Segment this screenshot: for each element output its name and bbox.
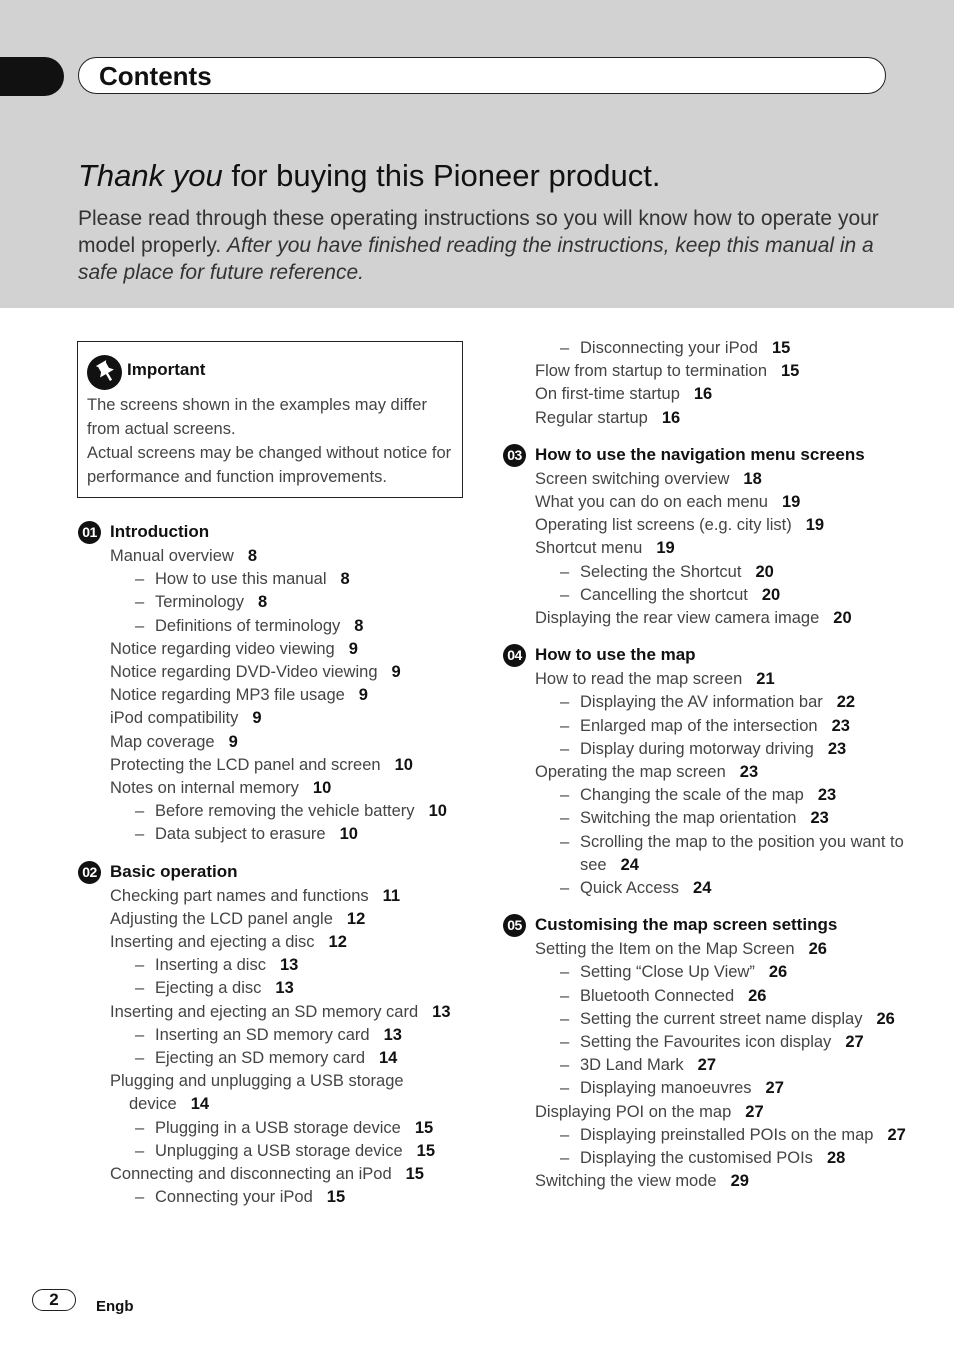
toc-entry-text: Map coverage — [110, 732, 215, 751]
toc-entry-text: iPod compatibility — [110, 709, 239, 728]
toc-page-number: 20 — [833, 609, 852, 628]
toc-entry[interactable] — [503, 784, 923, 807]
toc-entry[interactable] — [78, 800, 478, 823]
toc-dash: – — [135, 1049, 145, 1068]
toc-entry-text: Operating list screens (e.g. city list) — [535, 516, 792, 535]
toc-page-number: 9 — [348, 639, 358, 658]
toc-list — [78, 885, 478, 1210]
toc-entry[interactable] — [503, 468, 923, 491]
toc-section — [503, 915, 923, 1193]
toc-entry-text: Setting the current street name display — [580, 1009, 863, 1028]
section-number-badge: 03 — [503, 444, 526, 467]
toc-dash: – — [560, 716, 570, 735]
toc-page-number: 15 — [414, 1118, 434, 1137]
toc-dash: – — [135, 1118, 145, 1137]
toc-entry-text: Setting the Item on the Map Screen — [535, 940, 795, 959]
toc-entry[interactable] — [503, 691, 923, 714]
toc-dash: – — [560, 562, 570, 581]
toc-entry[interactable] — [78, 1163, 478, 1186]
toc-entry-text: Quick Access — [580, 879, 680, 898]
important-title: Important — [127, 360, 206, 379]
toc-entry[interactable] — [503, 1031, 923, 1054]
page-number-badge: 2 — [32, 1289, 76, 1311]
toc-entry-text: Unplugging a USB storage device — [155, 1141, 403, 1160]
toc-page-number: 8 — [340, 570, 350, 589]
toc-entry[interactable] — [78, 977, 478, 1000]
toc-entry[interactable] — [78, 754, 478, 777]
intro-paragraph — [78, 205, 898, 286]
toc-page-number: 24 — [620, 855, 639, 874]
toc-entry-text: Inserting an SD memory card — [155, 1025, 370, 1044]
toc-entry-text: Changing the scale of the map — [580, 786, 804, 805]
important-notice-box — [77, 341, 463, 498]
toc-page-number: 10 — [312, 779, 332, 798]
toc-page-number: 10 — [394, 755, 413, 774]
toc-page-number: 9 — [391, 663, 401, 682]
toc-entry[interactable] — [503, 761, 923, 784]
toc-section — [78, 522, 478, 847]
section-title: Basic operation — [110, 861, 238, 881]
toc-list — [503, 468, 923, 630]
toc-entry[interactable] — [78, 568, 478, 591]
toc-page-number: 15 — [326, 1188, 346, 1207]
section-title: Customising the map screen settings — [535, 915, 838, 935]
toc-page-number: 26 — [748, 986, 767, 1005]
toc-entry[interactable] — [503, 491, 923, 514]
toc-entry[interactable] — [78, 707, 478, 730]
toc-dash: – — [560, 1009, 570, 1028]
toc-entry-text: Data subject to erasure — [155, 825, 326, 844]
toc-list — [503, 938, 923, 1193]
toc-dash: – — [560, 986, 570, 1005]
toc-entry-text: Notes on internal memory — [110, 779, 299, 798]
toc-entry-text: Flow from startup to termination — [535, 362, 767, 381]
toc-entry[interactable] — [78, 1070, 478, 1116]
contents-bar — [78, 57, 886, 94]
toc-entry[interactable] — [78, 684, 478, 707]
toc-page-number: 22 — [836, 693, 856, 712]
toc-page-number: 23 — [827, 739, 847, 758]
section-spacer — [503, 900, 923, 915]
toc-page-number: 20 — [755, 562, 774, 581]
section-heading[interactable] — [78, 862, 478, 885]
section-number-badge: 05 — [503, 914, 526, 937]
toc-entry-text: Switching the view mode — [535, 1172, 717, 1191]
section-heading[interactable] — [503, 645, 923, 668]
toc-entry-text: 3D Land Mark — [580, 1056, 684, 1075]
toc-entry[interactable] — [503, 1054, 923, 1077]
toc-entry-text: Connecting your iPod — [155, 1188, 313, 1207]
toc-page-number: 23 — [739, 763, 759, 782]
toc-entry[interactable] — [78, 731, 478, 754]
toc-entry-text: Inserting and ejecting a disc — [110, 933, 315, 952]
toc-page-number: 27 — [887, 1125, 906, 1144]
toc-page-number: 15 — [405, 1165, 424, 1184]
toc-page-number: 16 — [661, 408, 681, 427]
toc-entry[interactable] — [503, 1147, 923, 1170]
toc-entry-text: Notice regarding MP3 file usage — [110, 686, 345, 705]
toc-page-number: 12 — [346, 909, 366, 928]
toc-page-number: 15 — [416, 1141, 436, 1160]
toc-entry[interactable] — [78, 661, 478, 684]
toc-entry[interactable] — [503, 337, 923, 360]
toc-page-number: 23 — [831, 716, 850, 735]
toc-entry[interactable] — [503, 715, 923, 738]
toc-entry[interactable] — [503, 1124, 923, 1147]
toc-entry-text: Operating the map screen — [535, 763, 726, 782]
toc-page-number: 9 — [252, 709, 262, 728]
toc-entry-text: How to use this manual — [155, 570, 327, 589]
toc-page-number: 8 — [247, 547, 257, 565]
toc-entry-text: Displaying the rear view camera image — [535, 609, 820, 628]
toc-page-number: 19 — [781, 493, 801, 512]
toc-page-number: 12 — [328, 933, 347, 952]
toc-dash: – — [135, 802, 145, 821]
toc-page-number: 15 — [781, 362, 800, 381]
section-spacer — [78, 1209, 478, 1224]
toc-entry-text: What you can do on each menu — [535, 493, 768, 512]
toc-entry[interactable] — [78, 638, 478, 661]
toc-dash: – — [560, 1056, 570, 1075]
toc-entry[interactable] — [503, 360, 923, 383]
toc-entry-text: Setting “Close Up View” — [580, 963, 755, 982]
toc-entry-text: Displaying manoeuvres — [580, 1079, 752, 1098]
toc-entry[interactable] — [503, 985, 923, 1008]
important-line: Actual screens may be changed without notice for performance and function improvements. — [87, 444, 452, 486]
toc-dash: – — [560, 1079, 570, 1098]
toc-page-number: 16 — [693, 385, 713, 404]
toc-right-column — [503, 337, 923, 1209]
toc-page-number: 14 — [379, 1049, 398, 1068]
toc-page-number: 10 — [339, 825, 358, 844]
toc-entry[interactable] — [503, 831, 923, 877]
section-spacer — [78, 847, 478, 862]
toc-page-number: 9 — [358, 686, 368, 705]
toc-page-number: 18 — [743, 469, 762, 488]
toc-dash: – — [560, 963, 570, 982]
toc-entry[interactable] — [503, 938, 923, 961]
toc-entry-text: Before removing the vehicle battery — [155, 802, 415, 821]
toc-dash: – — [560, 1125, 570, 1144]
toc-entry[interactable] — [78, 1024, 478, 1047]
toc-dash: – — [135, 616, 145, 635]
toc-entry-text: Adjusting the LCD panel angle — [110, 909, 333, 928]
toc-entry[interactable] — [78, 1186, 478, 1209]
contents-title: Contents — [99, 61, 212, 91]
toc-entry[interactable] — [503, 1077, 923, 1100]
toc-entry[interactable] — [78, 908, 478, 931]
important-text — [87, 393, 459, 489]
section-number-badge: 01 — [78, 521, 101, 544]
section-title: How to use the map — [535, 645, 696, 665]
toc-entry[interactable] — [503, 961, 923, 984]
toc-entry-text: Plugging and unplugging a USB storage device — [110, 1072, 404, 1114]
toc-page-number: 10 — [428, 802, 447, 821]
toc-dash: – — [560, 879, 570, 898]
heading-italic: Thank you — [78, 158, 223, 193]
toc-dash: – — [135, 593, 145, 612]
toc-entry-text: Plugging in a USB storage device — [155, 1118, 401, 1137]
important-pin-icon — [87, 355, 122, 390]
toc-entry-text: Screen switching overview — [535, 469, 730, 488]
toc-entry-text: Displaying preinstalled POIs on the map — [580, 1125, 874, 1144]
toc-entry[interactable] — [503, 514, 923, 537]
toc-dash: – — [560, 1033, 570, 1052]
toc-entry-text: Terminology — [155, 593, 244, 612]
toc-page-number: 27 — [745, 1102, 764, 1121]
section-number-badge: 02 — [78, 861, 101, 884]
toc-entry-text: On first-time startup — [535, 385, 680, 404]
toc-entry-text: Checking part names and functions — [110, 886, 369, 905]
toc-entry-text: How to read the map screen — [535, 670, 743, 689]
toc-page-number: 13 — [279, 956, 299, 975]
toc-entry-text: Displaying the AV information bar — [580, 693, 823, 712]
toc-entry-text: Ejecting an SD memory card — [155, 1049, 365, 1068]
toc-page-number: 24 — [693, 879, 712, 898]
language-code: Engb — [96, 1298, 134, 1315]
toc-entry-text: Inserting a disc — [155, 956, 266, 975]
section-number-badge: 04 — [503, 644, 526, 667]
toc-page-number: 14 — [190, 1095, 210, 1114]
section-heading[interactable] — [503, 445, 923, 468]
toc-left-column — [78, 522, 478, 1224]
toc-section — [503, 445, 923, 630]
toc-page-number: 20 — [761, 585, 781, 604]
toc-entry[interactable] — [503, 1170, 923, 1193]
toc-entry[interactable] — [78, 931, 478, 954]
toc-entry-text: Scrolling the map to the position you want to see — [580, 832, 904, 874]
toc-page-number: 27 — [697, 1056, 716, 1075]
toc-page-number: 15 — [771, 339, 791, 357]
toc-page-number: 27 — [845, 1033, 864, 1052]
toc-entry[interactable] — [503, 584, 923, 607]
toc-page-number: 21 — [756, 670, 775, 689]
toc-entry-text: Definitions of terminology — [155, 616, 341, 635]
toc-dash: – — [135, 1141, 145, 1160]
toc-entry-text: Setting the Favourites icon display — [580, 1033, 832, 1052]
toc-entry-text: Notice regarding DVD-Video viewing — [110, 663, 378, 682]
toc-entry[interactable] — [503, 407, 923, 430]
toc-page-number: 11 — [382, 886, 401, 905]
toc-entry[interactable] — [78, 954, 478, 977]
toc-entry[interactable] — [503, 877, 923, 900]
section-spacer — [503, 630, 923, 645]
toc-dash: – — [560, 585, 570, 604]
toc-entry[interactable] — [503, 738, 923, 761]
page-heading — [78, 158, 660, 194]
toc-dash: – — [135, 956, 145, 975]
section-tab-marker — [0, 57, 64, 96]
toc-dash: – — [560, 1149, 570, 1168]
toc-dash: – — [135, 570, 145, 589]
toc-section — [503, 337, 923, 430]
section-spacer — [503, 1194, 923, 1209]
toc-entry-text: Manual overview — [110, 547, 234, 565]
toc-entry[interactable] — [78, 1001, 478, 1024]
toc-list — [503, 668, 923, 900]
toc-dash: – — [560, 809, 570, 828]
toc-dash: – — [560, 832, 570, 851]
toc-entry[interactable] — [503, 607, 923, 630]
toc-dash: – — [560, 339, 570, 357]
toc-entry[interactable] — [78, 823, 478, 846]
toc-page-number: 13 — [383, 1025, 402, 1044]
toc-page-number: 26 — [808, 940, 827, 959]
section-heading[interactable] — [78, 522, 478, 545]
toc-page-number: 28 — [826, 1149, 846, 1168]
toc-entry-text: Displaying POI on the map — [535, 1102, 732, 1121]
toc-dash: – — [135, 825, 145, 844]
toc-dash: – — [560, 786, 570, 805]
toc-page-number: 29 — [730, 1172, 749, 1191]
toc-entry-text: Ejecting a disc — [155, 979, 262, 998]
toc-list — [78, 545, 478, 847]
toc-entry-text: Disconnecting your iPod — [580, 339, 758, 357]
toc-page-number: 19 — [656, 539, 675, 558]
toc-entry-text: Connecting and disconnecting an iPod — [110, 1165, 392, 1184]
toc-page-number: 26 — [876, 1009, 895, 1028]
toc-entry[interactable] — [78, 591, 478, 614]
toc-entry[interactable] — [503, 561, 923, 584]
toc-entry-text: Switching the map orientation — [580, 809, 797, 828]
toc-entry[interactable] — [503, 537, 923, 560]
toc-page-number: 19 — [805, 516, 825, 535]
toc-entry-text: Displaying the customised POIs — [580, 1149, 813, 1168]
toc-entry-text: Selecting the Shortcut — [580, 562, 742, 581]
toc-section — [503, 645, 923, 900]
toc-dash: – — [135, 1025, 145, 1044]
toc-entry[interactable] — [78, 615, 478, 638]
section-title: How to use the navigation menu screens — [535, 444, 865, 464]
toc-page-number: 23 — [810, 809, 829, 828]
toc-page-number: 8 — [354, 616, 364, 635]
heading-rest: for buying this Pioneer product. — [222, 158, 661, 193]
section-heading[interactable] — [503, 915, 923, 938]
section-title: Introduction — [110, 522, 210, 541]
toc-entry-text: Cancelling the shortcut — [580, 585, 748, 604]
toc-page-number: 26 — [768, 963, 788, 982]
toc-dash: – — [135, 1188, 145, 1207]
toc-dash: – — [135, 979, 145, 998]
toc-entry-text: Protecting the LCD panel and screen — [110, 755, 381, 774]
intro-normal: Please read through these operating instructions so you will know how to operate your model properly. — [78, 207, 879, 257]
toc-entry[interactable] — [78, 1117, 478, 1140]
toc-page-number: 9 — [228, 732, 238, 751]
intro-italic: After you have finished reading the instructions, keep this manual in a safe place for future reference. — [78, 234, 874, 284]
toc-page-number: 27 — [765, 1079, 784, 1098]
toc-entry[interactable] — [78, 1047, 478, 1070]
toc-section — [78, 862, 478, 1210]
toc-entry[interactable] — [78, 777, 478, 800]
toc-entry-text: Notice regarding video viewing — [110, 639, 335, 658]
toc-entry[interactable] — [78, 545, 478, 568]
toc-page-number: 8 — [257, 593, 268, 612]
toc-page-number: 13 — [432, 1002, 451, 1021]
toc-entry-text: Enlarged map of the intersection — [580, 716, 818, 735]
toc-list — [503, 337, 923, 430]
toc-entry-text: Shortcut menu — [535, 539, 643, 558]
important-line: The screens shown in the examples may differ from actual screens. — [87, 396, 427, 438]
toc-page-number: 23 — [817, 786, 837, 805]
toc-entry-text: Regular startup — [535, 408, 648, 427]
toc-entry-text: Display during motorway driving — [580, 739, 814, 758]
toc-entry-text: Inserting and ejecting an SD memory card — [110, 1002, 419, 1021]
toc-dash: – — [560, 739, 570, 758]
toc-page-number: 13 — [275, 979, 294, 998]
toc-entry[interactable] — [503, 1101, 923, 1124]
toc-entry-text: Bluetooth Connected — [580, 986, 735, 1005]
section-spacer — [503, 430, 923, 445]
toc-entry[interactable] — [78, 1140, 478, 1163]
toc-entry[interactable] — [78, 885, 478, 908]
toc-dash: – — [560, 693, 570, 712]
toc-entry[interactable] — [503, 668, 923, 691]
toc-entry[interactable] — [503, 1008, 923, 1031]
toc-entry[interactable] — [503, 383, 923, 406]
toc-entry[interactable] — [503, 807, 923, 830]
